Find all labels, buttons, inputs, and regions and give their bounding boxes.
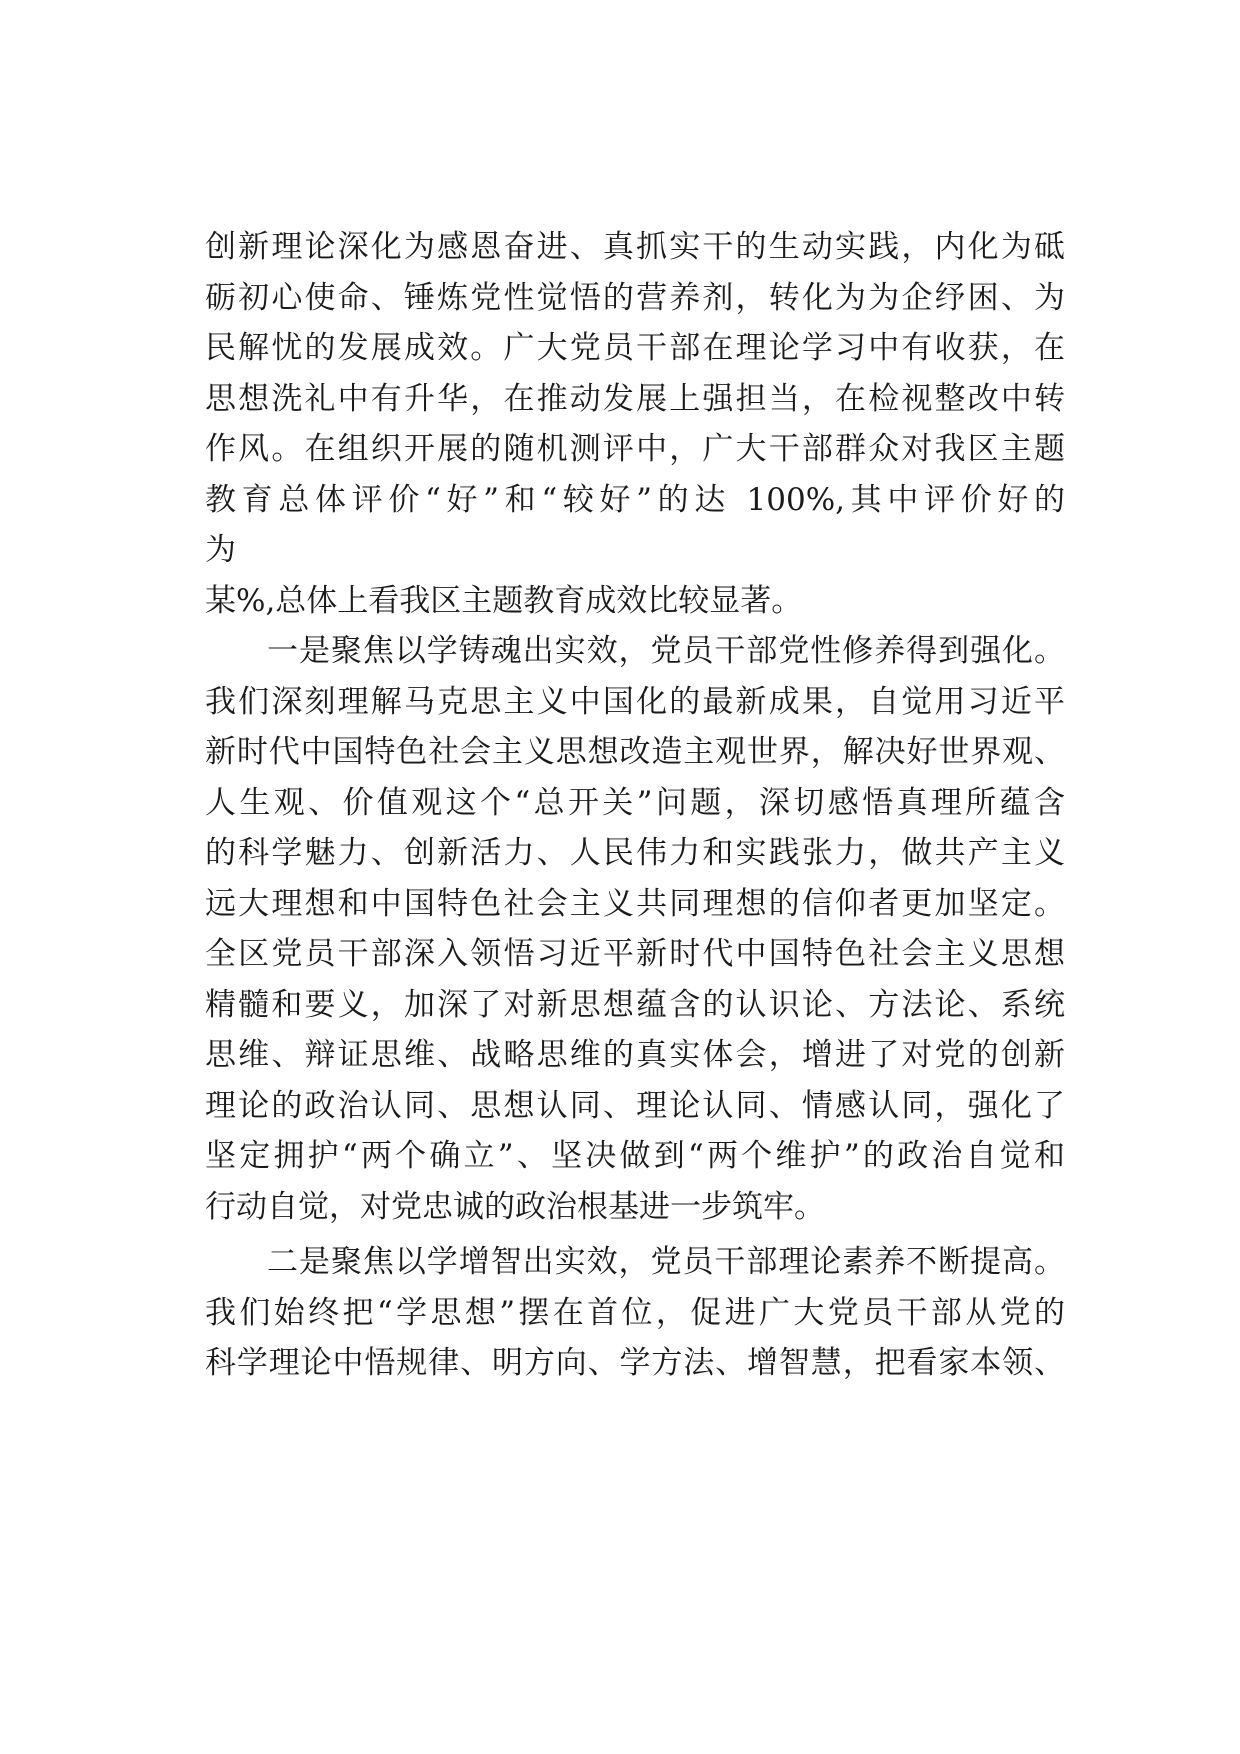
paragraph-line: 民解忧的发展成效。广大党员干部在理论学习中有收获，在 (205, 330, 1065, 366)
paragraph-one (205, 626, 1065, 1232)
paragraph-line: 远大理想和中国特色社会主义共同理想的信仰者更加坚定。 (205, 885, 1065, 922)
paragraph-line: 人生观、价值观这个“总开关”问题，深切感悟真理所蕴含 (205, 784, 1065, 821)
paragraph-line: 砺初心使命、锤炼党性觉悟的营养剂，转化为为企纾困、为 (205, 279, 1065, 316)
paragraph-line: 全区党员干部深入领悟习近平新时代中国特色社会主义思想 (205, 936, 1065, 972)
paragraph-intro (205, 222, 1065, 626)
paragraph-line: 二是聚焦以学增智出实效，党员干部理论素养不断提高。 (267, 1244, 1065, 1280)
body-text (205, 222, 1065, 1389)
paragraph-line: 一是聚焦以学铸魂出实效，党员干部党性修养得到强化。 (267, 633, 1065, 669)
paragraph-line: 行动自觉，对党忠诚的政治根基进一步筑牢。 (205, 1188, 825, 1225)
paragraph-line: 教育总体评价“好”和“较好”的达 100%,其中评价好的 (205, 481, 1065, 518)
paragraph-line: 的科学魅力、创新活力、人民伟力和实践张力，做共产主义 (205, 835, 1065, 871)
paragraph-line: 理论的政治认同、思想认同、理论认同、情感认同，强化了 (205, 1087, 1065, 1124)
paragraph-line: 思维、辩证思维、战略思维的真实体会，增进了对党的创新 (205, 1037, 1065, 1073)
paragraph-line: 精髓和要义，加深了对新思想蕴含的认识论、方法论、系统 (205, 986, 1065, 1023)
paragraph-line: 某%,总体上看我区主题教育成效比较显著。 (205, 582, 803, 619)
paragraph-line: 思想洗礼中有升华，在推动发展上强担当，在检视整改中转 (205, 380, 1065, 417)
paragraph-line: 创新理论深化为感恩奋进、真抓实干的生动实践，内化为砥 (205, 229, 1065, 265)
paragraph-line: 我们始终把“学思想”摆在首位，促进广大党员干部从党的 (205, 1294, 1065, 1331)
paragraph-line: 为 (205, 532, 236, 568)
paragraph-two (205, 1237, 1065, 1389)
paragraph-line: 我们深刻理解马克思主义中国化的最新成果，自觉用习近平 (205, 683, 1065, 720)
paragraph-line: 坚定拥护“两个确立”、坚决做到“两个维护”的政治自觉和 (205, 1138, 1065, 1174)
paragraph-line: 科学理论中悟规律、明方向、学方法、增智慧，把看家本领、 (205, 1345, 1065, 1381)
paragraph-line: 新时代中国特色社会主义思想改造主观世界，解决好世界观、 (205, 734, 1065, 770)
paragraph-line: 作风。在组织开展的随机测评中，广大干部群众对我区主题 (205, 431, 1065, 467)
